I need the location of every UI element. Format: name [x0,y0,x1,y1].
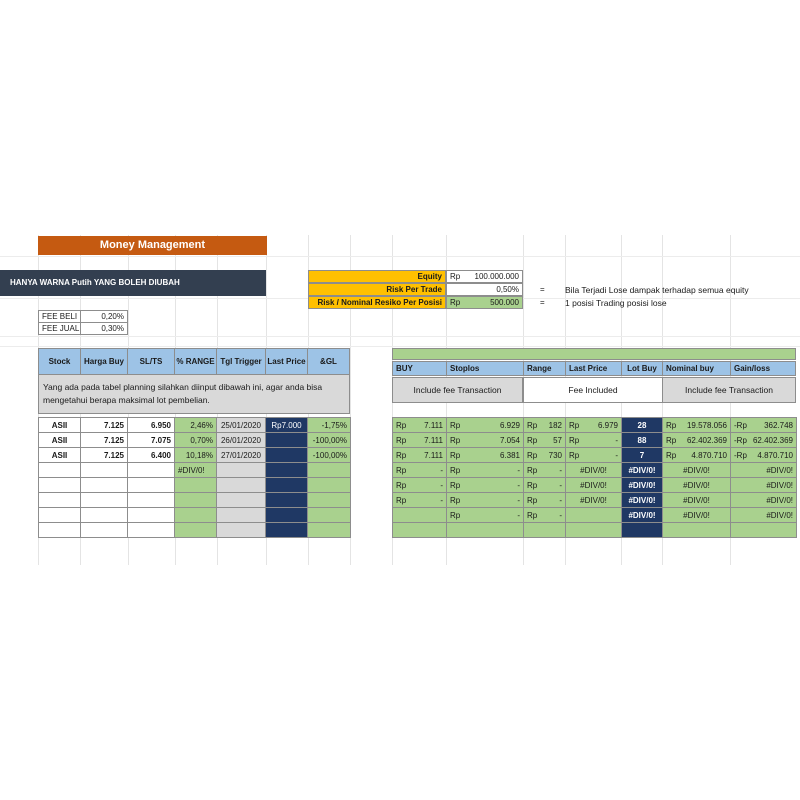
sl-ts-cell[interactable] [128,508,175,523]
currency-symbol: Rp [450,435,461,445]
amount: - [517,495,520,505]
col-header-sl-ts: SL/TS [127,348,175,375]
table-row [393,493,797,508]
currency-symbol: Rp [569,435,580,445]
page-title: Money Management [38,236,267,255]
last-price-cell: #DIV/0! [566,493,622,508]
stoplos-cell [447,478,524,493]
equity-currency: Rp [450,272,461,281]
col-header-nominal-buy: Nominal buy [662,361,731,376]
risk-note-position: 1 posisi Trading posisi lose [565,298,667,308]
table-row [39,508,351,523]
nominal-buy-cell [663,448,731,463]
sl-ts-cell[interactable] [128,478,175,493]
harga-buy-cell[interactable] [81,463,128,478]
buy-cell [393,493,447,508]
lot-buy-cell: #DIV/0! [622,493,663,508]
lot-buy-cell: #DIV/0! [622,508,663,523]
risk-per-trade-label: Risk Per Trade [308,283,446,296]
amount: 7.054 [499,435,520,445]
lot-buy-cell: #DIV/0! [622,463,663,478]
currency-symbol: Rp [569,420,580,430]
equity-label: Equity [308,270,446,283]
harga-buy-cell[interactable]: 7.125 [81,433,128,448]
last-price-cell[interactable] [266,463,308,478]
table-row [393,418,797,433]
fee-beli-input[interactable]: 0,20% [80,310,128,323]
nominal-risk-currency: Rp [450,298,461,307]
col-header-tgl-trigger: Tgl Trigger [216,348,266,375]
last-price-cell[interactable] [266,448,308,463]
range-cell [524,493,566,508]
amount: 19.578.056 [686,420,727,430]
currency-symbol: Rp [396,495,407,505]
range-cell [175,508,217,523]
col-header-stoplos: Stoplos [446,361,524,376]
last-price-cell [566,523,622,538]
currency-symbol: Rp [396,465,407,475]
currency-symbol: Rp [450,465,461,475]
range-cell [524,418,566,433]
table-row [393,463,797,478]
last-price-cell[interactable] [266,478,308,493]
currency-symbol: Rp [666,420,677,430]
fee-jual-input[interactable]: 0,30% [80,322,128,335]
gl-cell [308,463,351,478]
fee-included-note: Fee Included [523,377,663,403]
amount: 4.870.710 [757,450,793,460]
buy-cell [393,463,447,478]
gl-cell [308,523,351,538]
currency-symbol: Rp [450,480,461,490]
amount: 62.402.369 [686,435,727,445]
range-cell [524,448,566,463]
nominal-risk-label: Risk / Nominal Resiko Per Posisi [308,296,446,309]
stoplos-cell [447,448,524,463]
range-cell [524,508,566,523]
currency-symbol: Rp [450,450,461,460]
sl-ts-cell[interactable]: 7.075 [128,433,175,448]
range-cell [524,478,566,493]
gain-loss-cell: #DIV/0! [731,478,797,493]
amount: - [559,495,562,505]
range-cell [175,493,217,508]
col-header-gain-loss: Gain/loss [730,361,796,376]
gl-cell [308,508,351,523]
last-price-cell[interactable] [266,433,308,448]
tgl-trigger-cell[interactable]: 27/01/2020 [217,448,266,463]
amount: - [559,510,562,520]
tgl-trigger-cell[interactable] [217,523,266,538]
currency-symbol: Rp [527,465,538,475]
amount: - [615,435,618,445]
table-row [393,478,797,493]
nominal-risk-value [446,296,523,309]
last-price-cell[interactable] [266,493,308,508]
harga-buy-cell[interactable]: 7.125 [81,418,128,433]
sl-ts-cell[interactable] [128,463,175,478]
nominal-risk-amount: 500.000 [490,298,519,307]
amount: 6.929 [499,420,520,430]
risk-note-equity: Bila Terjadi Lose dampak terhadap semua equity [565,285,749,295]
lot-buy-cell: 88 [622,433,663,448]
col-header-lot-buy: Lot Buy [621,361,663,376]
amount: - [440,465,443,475]
gl-cell [308,493,351,508]
amount: 182 [548,420,562,430]
last-price-cell[interactable] [266,508,308,523]
table-row [39,418,351,433]
currency-symbol: -Rp [734,450,747,460]
currency-symbol: Rp [569,450,580,460]
currency-symbol: Rp [666,435,677,445]
range-cell [524,433,566,448]
fee-beli-label: FEE BELI [38,310,81,323]
currency-symbol: Rp [396,450,407,460]
gain-loss-cell: #DIV/0! [731,508,797,523]
table-row [393,523,797,538]
sl-ts-cell[interactable]: 6.950 [128,418,175,433]
currency-symbol: Rp [450,510,461,520]
lot-buy-cell [622,523,663,538]
nominal-buy-cell: #DIV/0! [663,508,731,523]
currency-symbol: Rp [527,480,538,490]
gain-loss-cell [731,418,797,433]
table-row [393,508,797,523]
currency-symbol: Rp [527,435,538,445]
gain-loss-cell: #DIV/0! [731,463,797,478]
stock-cell[interactable] [39,463,81,478]
amount: 62.402.369 [752,435,793,445]
tgl-trigger-cell[interactable] [217,463,266,478]
lot-buy-cell: #DIV/0! [622,478,663,493]
stock-cell[interactable] [39,478,81,493]
stock-cell[interactable] [39,523,81,538]
stoplos-cell [447,508,524,523]
col-header-range: % RANGE [174,348,217,375]
buy-cell [393,478,447,493]
gain-loss-cell: #DIV/0! [731,493,797,508]
buy-cell [393,448,447,463]
harga-buy-cell[interactable] [81,493,128,508]
buy-cell [393,508,447,523]
range-cell [524,523,566,538]
amount: 7.111 [424,420,443,430]
last-price-cell [566,448,622,463]
currency-symbol: Rp [396,420,407,430]
calc-top-strip [392,348,796,360]
lot-buy-cell: 28 [622,418,663,433]
col-header-last-price: Last Price [565,361,622,376]
buy-cell [393,433,447,448]
planning-rows [38,417,351,538]
amount: 362.748 [764,420,793,430]
range-cell: 0,70% [175,433,217,448]
last-price-cell [566,433,622,448]
stoplos-cell [447,493,524,508]
last-price-cell [566,508,622,523]
harga-buy-cell[interactable] [81,508,128,523]
calculation-rows [392,417,797,538]
range-cell: 10,18% [175,448,217,463]
nominal-buy-cell [663,523,731,538]
last-price-cell[interactable]: Rp7.000 [266,418,308,433]
amount: - [440,480,443,490]
col-header-harga-buy: Harga Buy [80,348,128,375]
range-cell [175,523,217,538]
table-row [39,478,351,493]
gl-cell: -100,00% [308,448,351,463]
last-price-cell[interactable] [266,523,308,538]
stock-cell[interactable]: ASII [39,448,81,463]
amount: 4.870.710 [691,450,727,460]
col-header-buy: BUY [392,361,447,376]
currency-symbol: Rp [527,450,538,460]
last-price-cell: #DIV/0! [566,463,622,478]
equals-sign: = [540,298,545,307]
amount: - [517,510,520,520]
stock-cell[interactable] [39,508,81,523]
amount: - [517,480,520,490]
fee-jual-label: FEE JUAL [38,322,81,335]
stock-cell[interactable]: ASII [39,418,81,433]
stock-cell[interactable] [39,493,81,508]
tgl-trigger-cell[interactable]: 26/01/2020 [217,433,266,448]
buy-cell [393,418,447,433]
harga-buy-cell[interactable] [81,523,128,538]
nominal-buy-cell [663,433,731,448]
currency-symbol: Rp [527,510,538,520]
stoplos-cell [447,523,524,538]
currency-symbol: Rp [450,495,461,505]
sl-ts-cell[interactable] [128,523,175,538]
last-price-cell [566,418,622,433]
table-row [39,463,351,478]
currency-symbol: Rp [666,450,677,460]
range-cell [524,463,566,478]
amount: 730 [548,450,562,460]
amount: - [559,465,562,475]
gl-cell [308,478,351,493]
amount: 6.381 [499,450,520,460]
gl-cell: -1,75% [308,418,351,433]
harga-buy-cell[interactable] [81,478,128,493]
gl-cell: -100,00% [308,433,351,448]
tgl-trigger-cell[interactable] [217,493,266,508]
buy-cell [393,523,447,538]
currency-symbol: Rp [396,480,407,490]
amount: - [440,495,443,505]
nominal-buy-cell: #DIV/0! [663,478,731,493]
stoplos-cell [447,418,524,433]
equity-value: 100.000.000 [474,272,519,281]
nominal-buy-cell: #DIV/0! [663,493,731,508]
risk-per-trade-input[interactable]: 0,50% [446,283,523,296]
equals-sign: = [540,285,545,294]
planning-instructions: Yang ada pada tabel planning silahkan diinput dibawah ini, agar anda bisa mengetahui berapa maksimal lot pembelian. [38,374,350,414]
lot-buy-cell: 7 [622,448,663,463]
table-row [39,493,351,508]
tgl-trigger-cell[interactable]: 25/01/2020 [217,418,266,433]
stoplos-cell [447,463,524,478]
amount: - [559,480,562,490]
currency-symbol: Rp [450,420,461,430]
range-cell: #DIV/0! [175,463,217,478]
harga-buy-cell[interactable]: 7.125 [81,448,128,463]
tgl-trigger-cell[interactable] [217,478,266,493]
amount: - [615,450,618,460]
gain-loss-cell [731,433,797,448]
table-row [39,448,351,463]
amount: - [517,465,520,475]
nominal-buy-cell: #DIV/0! [663,463,731,478]
amount: 57 [553,435,562,445]
table-row [393,448,797,463]
range-cell: 2,46% [175,418,217,433]
currency-symbol: Rp [527,495,538,505]
table-row [39,433,351,448]
amount: 6.979 [597,420,618,430]
col-header-gl: &GL [307,348,350,375]
fee-included-note: Include fee Transaction [392,377,523,403]
currency-symbol: -Rp [734,435,747,445]
stoplos-cell [447,433,524,448]
stock-cell[interactable]: ASII [39,433,81,448]
gain-loss-cell [731,523,797,538]
tgl-trigger-cell[interactable] [217,508,266,523]
currency-symbol: -Rp [734,420,747,430]
col-header-range: Range [523,361,566,376]
amount: 7.111 [424,435,443,445]
table-row [393,433,797,448]
fee-included-note: Include fee Transaction [662,377,796,403]
last-price-cell: #DIV/0! [566,478,622,493]
col-header-stock: Stock [38,348,81,375]
sl-ts-cell[interactable]: 6.400 [128,448,175,463]
currency-symbol: Rp [527,420,538,430]
range-cell [175,478,217,493]
table-row [39,523,351,538]
edit-notice-banner: HANYA WARNA Putih YANG BOLEH DIUBAH [0,270,266,296]
sl-ts-cell[interactable] [128,493,175,508]
amount: 7.111 [424,450,443,460]
equity-input[interactable] [446,270,523,283]
gain-loss-cell [731,448,797,463]
nominal-buy-cell [663,418,731,433]
col-header-last-price: Last Price [265,348,308,375]
currency-symbol: Rp [396,435,407,445]
